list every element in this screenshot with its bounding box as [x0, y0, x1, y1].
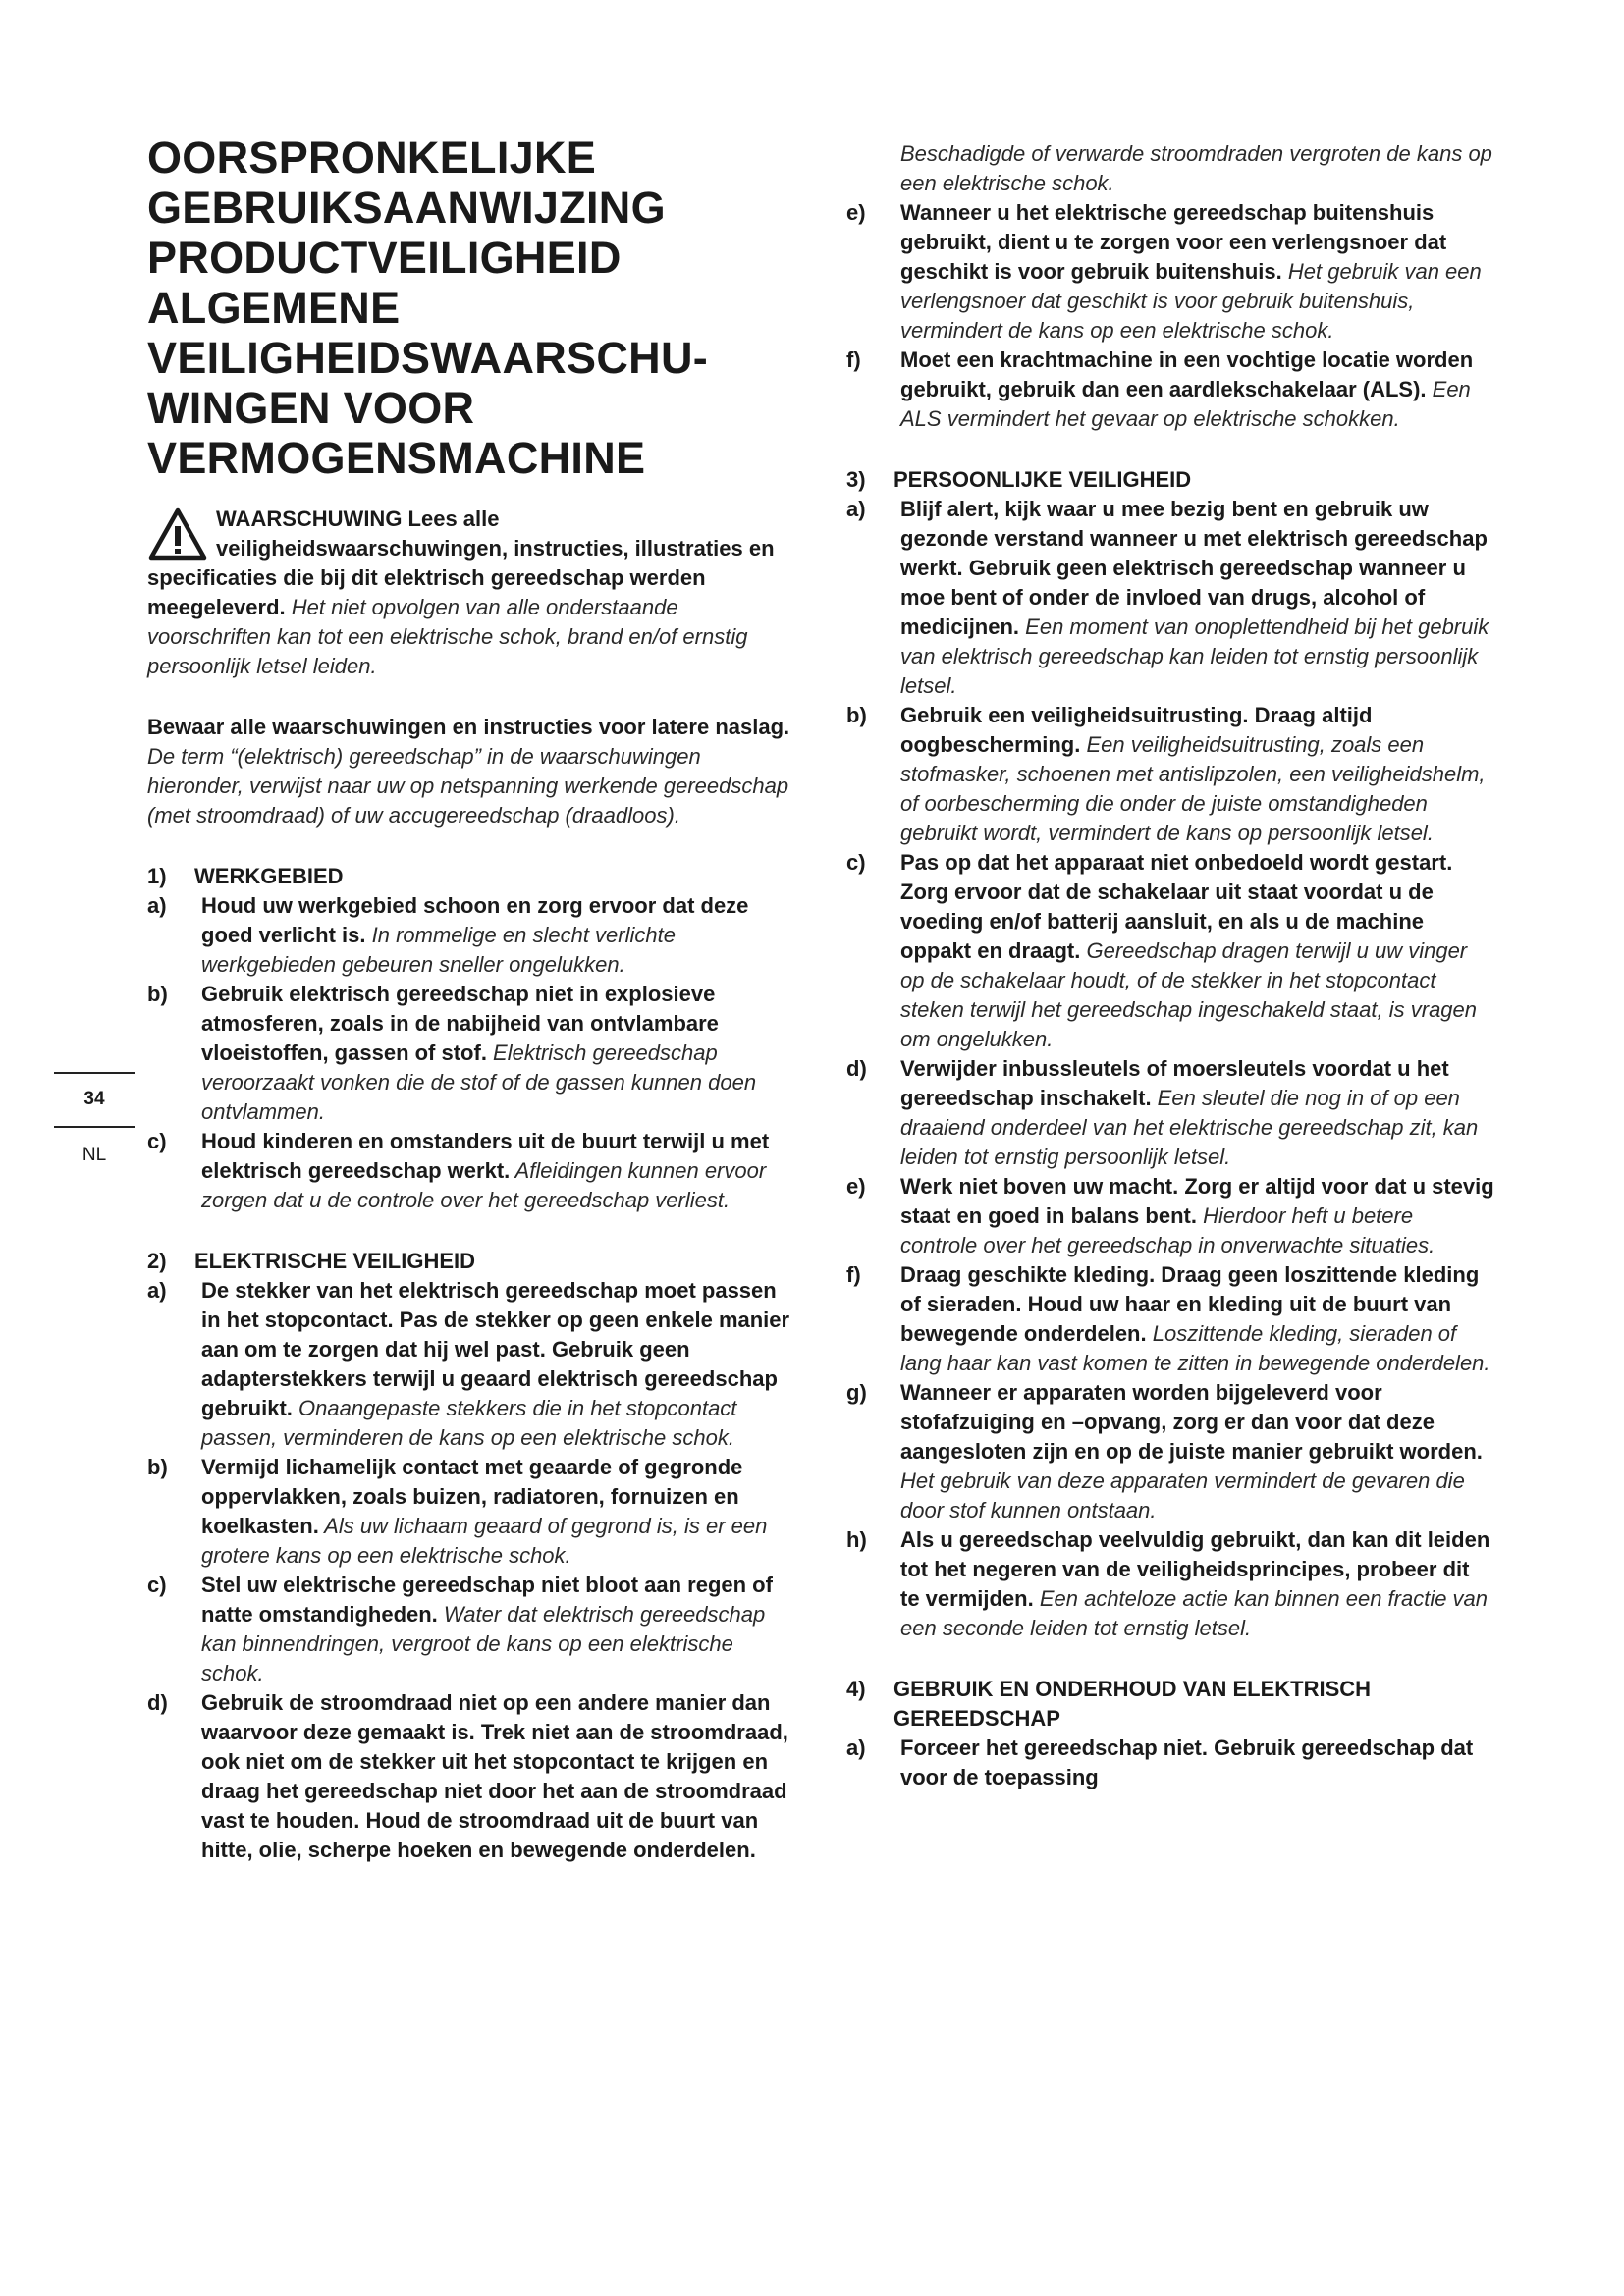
list-item: [147, 1571, 795, 1688]
list-item: [846, 1525, 1494, 1643]
section-heading: [147, 1247, 795, 1276]
section-title: ELEKTRISCHE VEILIGHEID: [194, 1249, 476, 1273]
list-item: [846, 1260, 1494, 1378]
item-bold: Pas op dat het apparaat niet onbedoeld wordt gestart. Zorg ervoor dat de schakelaar uit staat voordat u de voeding en/of batterij aansluit, en als u de machine oppakt en draagt.: [900, 850, 1453, 963]
item-bold: Blijf alert, kijk waar u mee bezig bent en gebruik uw gezonde verstand wanneer u met elektrisch gereedschap werkt. Gebruik geen elektrisch gereedschap wanneer u moe bent of onder de invloed van drugs, alcohol of medicijnen.: [900, 497, 1488, 639]
list-item: [147, 980, 795, 1127]
item-italic: Onaangepaste stekkers die in het stopcontact passen, verminderen de kans op een elektrische schok.: [201, 1396, 737, 1450]
item-bold: Gebruik de stroomdraad niet op een andere manier dan waarvoor deze gemaakt is. Trek niet aan de stroomdraad, ook niet om de stekker uit het stopcontact te krijgen en draag het gereedschap niet door het aan de stroomdraad vast te houden. Houd de stroomdraad uit de buurt van hitte, olie, scherpe hoeken en bewegende onderdelen.: [201, 1690, 788, 1862]
list-item: [846, 495, 1494, 701]
item-bold: Houd uw werkgebied schoon en zorg ervoor dat deze goed verlicht is.: [201, 893, 749, 947]
item-italic: Beschadigde of verwarde stroomdraden vergroten de kans op een elektrische schok.: [900, 141, 1492, 195]
warning-paragraph: [147, 505, 795, 681]
item-italic: Elektrisch gereedschap veroorzaakt vonken die de stof of de gassen kunnen doen ontvlammen.: [201, 1041, 757, 1124]
item-italic: Het gebruik van deze apparaten vermindert de gevaren die door stof kunnen ontstaan.: [900, 1468, 1465, 1522]
section-title: WERKGEBIED: [194, 864, 344, 888]
item-italic: Hierdoor heft u betere controle over het gereedschap in onverwachte situaties.: [900, 1203, 1435, 1257]
item-bold: Als u gereedschap veelvuldig gebruikt, dan kan dit leiden tot het negeren van de veiligheidsprincipes, probeer dit te vermijden.: [900, 1527, 1490, 1611]
item-label: b): [147, 982, 168, 1006]
section-number: 1): [147, 864, 167, 888]
item-bold: Stel uw elektrische gereedschap niet bloot aan regen of natte omstandigheden.: [201, 1573, 773, 1627]
item-bold: Verwijder inbussleutels of moersleutels voordat u het gereedschap inschakelt.: [900, 1056, 1449, 1110]
item-italic: Afleidingen kunnen ervoor zorgen dat u de controle over het gereedschap verliest.: [201, 1158, 767, 1212]
item-label: a): [846, 1735, 866, 1760]
item-label: g): [846, 1380, 867, 1405]
item-label: f): [846, 347, 861, 372]
section-heading: [846, 1675, 1494, 1734]
title-line: ALGEMENE: [147, 283, 401, 333]
list-item: [846, 1172, 1494, 1260]
list-item: [147, 1453, 795, 1571]
item-label: d): [846, 1056, 867, 1081]
item-label: c): [147, 1573, 167, 1597]
warning-italic-text: Het niet opvolgen van alle onderstaande voorschriften kan tot een elektrische schok, brand en/of ernstig persoonlijk letsel leiden.: [147, 595, 748, 678]
item-label: a): [846, 497, 866, 521]
item-label: a): [147, 1278, 167, 1303]
item-italic: Loszittende kleding, sieraden of lang haar kan vast komen te zitten in bewegende onderdelen.: [900, 1321, 1490, 1375]
item-italic: In rommelige en slecht verlichte werkgebieden gebeuren sneller ongelukken.: [201, 923, 676, 977]
item-label: d): [147, 1690, 168, 1715]
item-bold: Houd kinderen en omstanders uit de buurt terwijl u met elektrisch gereedschap werkt.: [201, 1129, 770, 1183]
list-item: [147, 1276, 795, 1453]
warning-bold-text: WAARSCHUWING Lees alle veiligheidswaarschuwingen, instructies, illustraties en specificaties die bij dit elektrisch gereedschap werden meegeleverd.: [147, 507, 775, 619]
section-number: 2): [147, 1249, 167, 1273]
item-label: h): [846, 1527, 867, 1552]
warning-triangle-icon: [147, 507, 208, 563]
section-title: PERSOONLIJKE VEILIGHEID: [893, 467, 1192, 492]
list-item: [846, 848, 1494, 1054]
section-heading: [147, 862, 795, 891]
section-number: 4): [846, 1677, 866, 1701]
list-item: [147, 1127, 795, 1215]
item-italic: Als uw lichaam geaard of gegrond is, is er een grotere kans op een elektrische schok.: [201, 1514, 768, 1568]
list-item: [147, 891, 795, 980]
item-italic: Een achteloze actie kan binnen een fractie van een seconde leiden tot ernstig letsel.: [900, 1586, 1489, 1640]
item-bold: Gebruik elektrisch gereedschap niet in explosieve atmosferen, zoals in de nabijheid van ontvlambare vloeistoffen, gassen of stof.: [201, 982, 719, 1065]
item-label: b): [846, 703, 867, 727]
language-code: NL: [81, 1145, 107, 1165]
item-italic: Een moment van onoplettendheid bij het gebruik van elektrisch gereedschap kan leiden tot ernstig persoonlijk letsel.: [900, 614, 1489, 698]
list-item-continued: [846, 139, 1494, 198]
item-bold: Wanneer u het elektrische gereedschap buitenshuis gebruikt, dient u te zorgen voor een verlengsnoer dat geschikt is voor gebruik buitenshuis.: [900, 200, 1447, 284]
page-title: [147, 133, 795, 483]
keep-instructions: [147, 713, 795, 830]
item-label: c): [846, 850, 866, 875]
section-title: GEBRUIK EN ONDERHOUD VAN ELEKTRISCH GEREEDSCHAP: [893, 1677, 1372, 1731]
keep-italic-text: De term “(elektrisch) gereedschap” in de waarschuwingen hieronder, verwijst naar uw op netspanning werkende gereedschap (met stroomdraad) of uw accugereedschap (draadloos).: [147, 744, 789, 828]
item-bold: Moet een krachtmachine in een vochtige locatie worden gebruikt, gebruik dan een aardlekschakelaar (ALS).: [900, 347, 1474, 401]
left-column: [147, 133, 795, 1865]
item-italic: Water dat elektrisch gereedschap kan binnendringen, vergroot de kans op een elektrische schok.: [201, 1602, 766, 1685]
item-italic: Een sleutel die nog in of op een draaiend onderdeel van het elektrische gereedschap zit, kan leiden tot ernstig persoonlijk letsel.: [900, 1086, 1479, 1169]
list-item: [846, 1734, 1494, 1792]
item-italic: Gereedschap dragen terwijl u uw vinger op de schakelaar houdt, of de stekker in het stopcontact steken terwijl het gereedschap ingeschakeld staat, is vragen om ongelukken.: [900, 938, 1478, 1051]
item-bold: Gebruik een veiligheidsuitrusting. Draag altijd oogbescherming.: [900, 703, 1373, 757]
list-item: [147, 1688, 795, 1865]
section-heading: [846, 465, 1494, 495]
item-bold: De stekker van het elektrisch gereedschap moet passen in het stopcontact. Pas de stekker op geen enkele manier aan om te zorgen dat hij wel past. Gebruik geen adapterstekkers terwijl u geaard elektrisch gereedschap gebruikt.: [201, 1278, 790, 1420]
item-bold: Vermijd lichamelijk contact met geaarde of gegronde oppervlakken, zoals buizen, radiatoren, fornuizen en koelkasten.: [201, 1455, 743, 1538]
list-item: [846, 198, 1494, 346]
item-bold: Forceer het gereedschap niet. Gebruik gereedschap dat voor de toepassing: [900, 1735, 1474, 1789]
keep-bold-text: Bewaar alle waarschuwingen en instructies voor latere naslag.: [147, 715, 790, 739]
title-line: GEBRUIKSAANWIJZING: [147, 183, 666, 233]
item-italic: Een ALS vermindert het gevaar op elektrische schokken.: [900, 377, 1471, 431]
item-italic: Een veiligheidsuitrusting, zoals een stofmasker, schoenen met antislipzolen, een veiligheidshelm, of oorbescherming die onder de juiste omstandigheden gebruikt wordt, vermindert de kans op persoonlijk letsel.: [900, 732, 1486, 845]
title-line: OORSPRONKELIJKE: [147, 133, 597, 183]
item-label: e): [846, 200, 866, 225]
item-bold: Werk niet boven uw macht. Zorg er altijd voor dat u stevig staat en goed in balans bent.: [900, 1174, 1494, 1228]
page-marker: [54, 1072, 135, 1166]
item-label: e): [846, 1174, 866, 1199]
title-line: VERMOGENSMACHINE: [147, 433, 646, 483]
page-number: 34: [83, 1089, 105, 1109]
item-label: f): [846, 1262, 861, 1287]
list-item: [846, 701, 1494, 848]
list-item: [846, 1378, 1494, 1525]
item-label: c): [147, 1129, 167, 1153]
title-line: VEILIGHEIDSWAARSCHU-: [147, 333, 709, 383]
title-line: WINGEN VOOR: [147, 383, 475, 433]
section-number: 3): [846, 467, 866, 492]
list-item: [846, 1054, 1494, 1172]
item-bold: Draag geschikte kleding. Draag geen loszittende kleding of sieraden. Houd uw haar en kleding uit de buurt van bewegende onderdelen.: [900, 1262, 1480, 1346]
item-label: a): [147, 893, 167, 918]
item-italic: Het gebruik van een verlengsnoer dat geschikt is voor gebruik buitenshuis, vermindert de kans op een elektrische schok.: [900, 259, 1482, 343]
item-bold: Wanneer er apparaten worden bijgeleverd voor stofafzuiging en –opvang, zorg er dan voor dat deze aangesloten zijn en op de juiste manier gebruikt worden.: [900, 1380, 1483, 1464]
list-item: [846, 346, 1494, 434]
item-label: b): [147, 1455, 168, 1479]
title-line: PRODUCTVEILIGHEID: [147, 233, 622, 283]
right-column: [846, 139, 1494, 1792]
